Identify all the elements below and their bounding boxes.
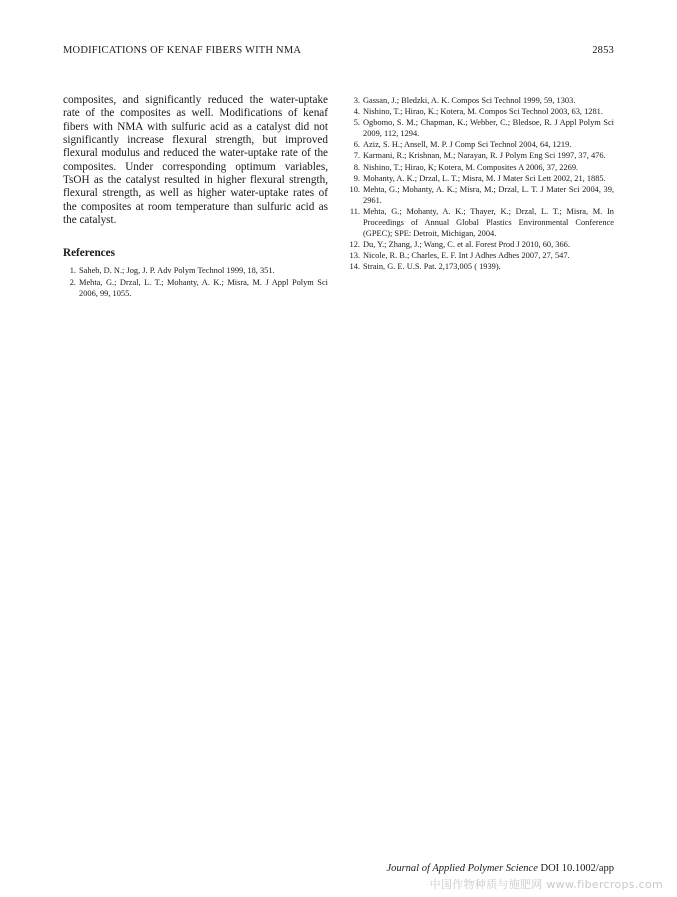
journal-name: Journal of Applied Polymer Science [386,863,538,874]
reference-number: 1. [69,266,76,276]
site-watermark: 中国作物种质与施肥网 www.fibercrops.com [429,878,663,891]
reference-text: Nishino, T.; Hirao, K.; Kotera, M. Compos Sci Technol 2003, 63, 1281. [363,107,603,117]
reference-number: 10. [349,184,360,194]
reference-number: 13. [349,251,360,261]
reference-item [347,162,614,173]
reference-item [63,277,328,299]
reference-item [347,95,614,106]
reference-text: Mohanty, A. K.; Drzal, L. T.; Misra, M. J Mater Sci Lett 2002, 21, 1885. [363,173,606,183]
reference-item [347,239,614,250]
reference-number: 6. [353,140,360,150]
reference-number: 2. [69,277,76,287]
reference-item [347,173,614,184]
reference-text: Karmani, R.; Krishnan, M.; Narayan, R. J Polym Eng Sci 1997, 37, 476. [363,151,606,161]
reference-item [347,117,614,139]
reference-text: Du, Y.; Zhang, J.; Wang, C. et al. Forest Prod J 2010, 60, 366. [363,240,570,250]
reference-text: Mehta, G.; Drzal, L. T.; Mohanty, A. K.; Misra, M. J Appl Polym Sci 2006, 99, 1055. [79,277,328,298]
reference-text: Aziz, S. H.; Ansell, M. P. J Comp Sci Technol 2004, 64, 1219. [363,140,572,150]
reference-item [63,265,328,276]
reference-number: 9. [353,173,360,183]
reference-number: 11. [349,206,360,216]
reference-number: 8. [353,162,360,172]
reference-number: 12. [349,240,360,250]
reference-item [347,106,614,117]
reference-number: 3. [353,96,360,105]
reference-text: Mehta, G.; Mohanty, A. K.; Thayer, K.; Drzal, L. T.; Misra, M. In Proceedings of Annual Global Plastics Environmental Conference (GPEC); SPE: Detroit, Michigan, 2004. [363,206,614,239]
references-heading: References [63,247,115,260]
doi: DOI 10.1002/app [540,863,614,874]
reference-list-right [347,95,614,273]
reference-number: 7. [353,151,360,161]
reference-item [347,139,614,150]
reference-number: 14. [349,262,360,272]
body-paragraph: composites, and significantly reduced the water-uptake rate of the composites as well. Modifications of kenaf fibers with NMA with sulfuric acid as a catalyst did not significantly increase flexural strength, but improved flexural modulus and reduced the water-uptake rate of the composites. Under corresponding optimum variables, TsOH as the catalyst resulted in higher flexural strength, flexural strength, as well as higher water-uptake rates of the composites at room temperature than sulfuric acid as the catalyst. [63,94,328,227]
reference-list-left [63,265,328,298]
reference-text: Saheb, D. N.; Jog, J. P. Adv Polym Technol 1999, 18, 351. [79,266,275,276]
running-title: MODIFICATIONS OF KENAF FIBERS WITH NMA [63,45,302,56]
reference-text: Strain, G. E. U.S. Pat. 2,173,005 ( 1939). [363,262,501,272]
running-head [63,45,614,56]
reference-number: 4. [353,107,360,117]
reference-text: Mehta, G.; Mohanty, A. K.; Misra, M.; Drzal, L. T. J Mater Sci 2004, 39, 2961. [363,184,614,205]
reference-item [347,261,614,272]
reference-item [347,206,614,239]
reference-item [347,184,614,206]
page-number: 2853 [592,45,614,56]
reference-text: Nishino, T.; Hirao, K; Kotera, M. Composites A 2006, 37, 2269. [363,162,579,172]
reference-number: 5. [353,118,360,128]
page-footer [386,863,614,874]
reference-text: Ogbomo, S. M.; Chapman, K.; Webber, C.; Bledsoe, R. J Appl Polym Sci 2009, 112, 1294. [363,118,614,139]
reference-item [347,150,614,161]
reference-text: Gassan, J.; Bledzki, A. K. Compos Sci Technol 1999, 59, 1303. [363,96,576,105]
left-column [63,94,328,299]
right-column [347,95,614,273]
reference-text: Nicole, R. B.; Charles, E. F. Int J Adhes Adhes 2007, 27, 547. [363,251,570,261]
reference-item [347,250,614,261]
